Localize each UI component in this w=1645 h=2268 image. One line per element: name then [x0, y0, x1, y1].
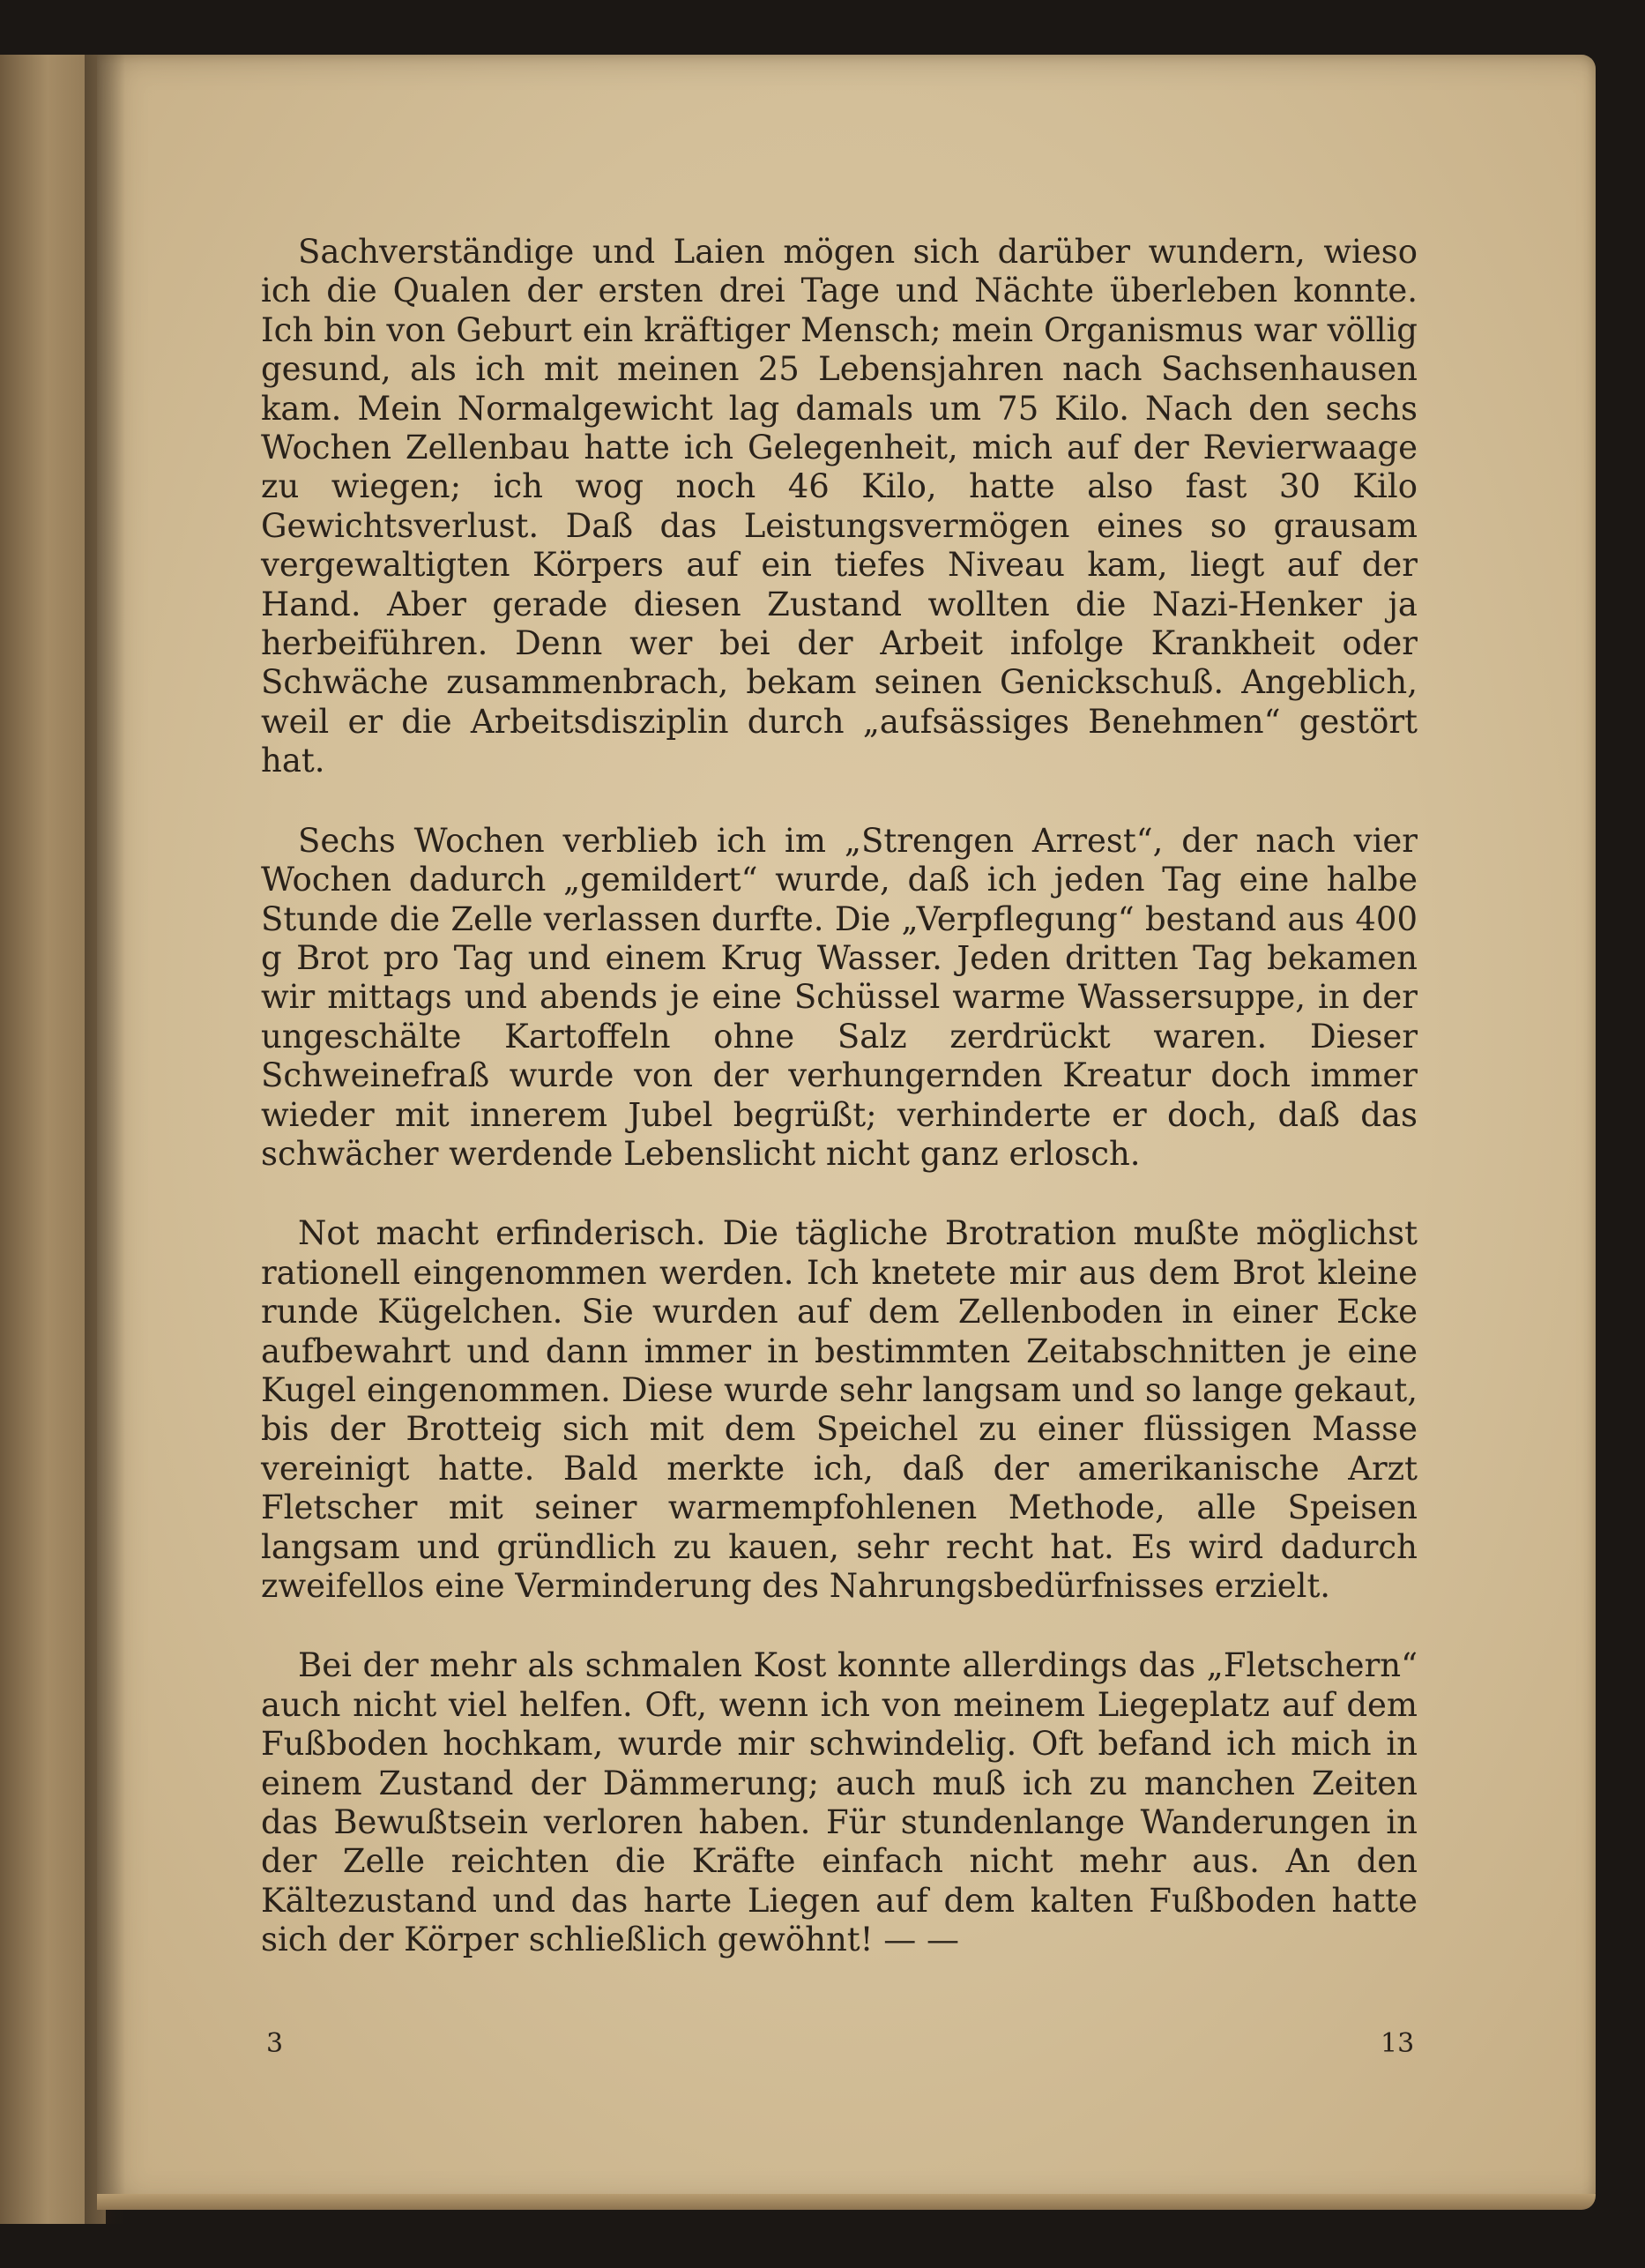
paragraph-2: Sechs Wochen verblieb ich im „Strengen Arrest“, der nach vier Wochen dadurch „gemildert“ wurde, daß ich jeden Tag eine halbe Stunde die Zelle verlassen durfte. Die „Verpflegung“ bestand aus 400 g Brot pro Tag und einem Krug Wasser. Jeden dritten Tag bekamen wir mittags und abends je eine Schüssel warme Wassersuppe, in der ungeschälte Kartoffeln ohne Salz zerdrückt waren. Dieser Schweinefraß wurde von der verhungernden Kreatur doch immer wieder mit innerem Jubel begrüßt; verhinderte er doch, daß das schwächer werdende Lebenslicht nicht ganz erlosch.	[261, 821, 1418, 1173]
signature-mark: 3	[266, 2028, 284, 2059]
page-bottom-edge	[97, 2194, 1596, 2210]
paragraph-4: Bei der mehr als schmalen Kost konnte allerdings das „Fletschern“ auch nicht viel helfen. Oft, wenn ich von meinem Liegeplatz auf dem Fußboden hochkam, wurde mir schwindelig. Oft befand ich mich in einem Zustand der Dämmerung; auch muß ich zu manchen Zeiten das Bewußtsein verloren haben. Für stundenlange Wanderungen in der Zelle reichten die Kräfte einfach nicht mehr aus. An den Kältezustand und das harte Liegen auf dem kalten Fußboden hatte sich der Körper schließlich gewöhnt! — —	[261, 1646, 1418, 1959]
paragraph-1: Sachverständige und Laien mögen sich darüber wundern, wieso ich die Qualen der ersten drei Tage und Nächte überleben konnte. Ich bin von Geburt ein kräftiger Mensch; mein Organismus war völlig gesund, als ich mit meinen 25 Lebensjahren nach Sachsenhausen kam. Mein Normalgewicht lag damals um 75 Kilo. Nach den sechs Wochen Zellenbau hatte ich Gelegenheit, mich auf der Revierwaage zu wiegen; ich wog noch 46 Kilo, hatte also fast 30 Kilo Gewichtsverlust. Daß das Leistungsvermögen eines so grausam vergewaltigten Körpers auf ein tiefes Niveau kam, liegt auf der Hand. Aber gerade diesen Zustand wollten die Nazi-Henker ja herbeiführen. Denn wer bei der Arbeit infolge Krankheit oder Schwäche zusammenbrach, bekam seinen Genickschuß. Angeblich, weil er die Arbeitsdisziplin durch „aufsässiges Benehmen“ gestört hat.	[261, 233, 1418, 780]
page-number: 13	[1381, 2028, 1415, 2059]
binding-gutter	[85, 55, 125, 2224]
paragraph-3: Not macht erfinderisch. Die tägliche Brotration mußte möglichst rationell eingenommen werden. Ich knetete mir aus dem Brot kleine runde Kügelchen. Sie wurden auf dem Zellenboden in einer Ecke aufbewahrt und dann immer in bestimmten Zeitabschnitten je eine Kugel eingenommen. Diese wurde sehr langsam und so lange gekaut, bis der Brotteig sich mit dem Speichel zu einer flüssigen Masse vereinigt hatte. Bald merkte ich, daß der amerikanische Arzt Fletscher mit seiner warmempfohlenen Methode, alle Speisen langsam und gründlich zu kauen, sehr recht hat. Es wird dadurch zweifellos eine Verminderung des Nahrungsbedürfnisses erzielt.	[261, 1214, 1418, 1605]
body-text	[261, 233, 1418, 1960]
